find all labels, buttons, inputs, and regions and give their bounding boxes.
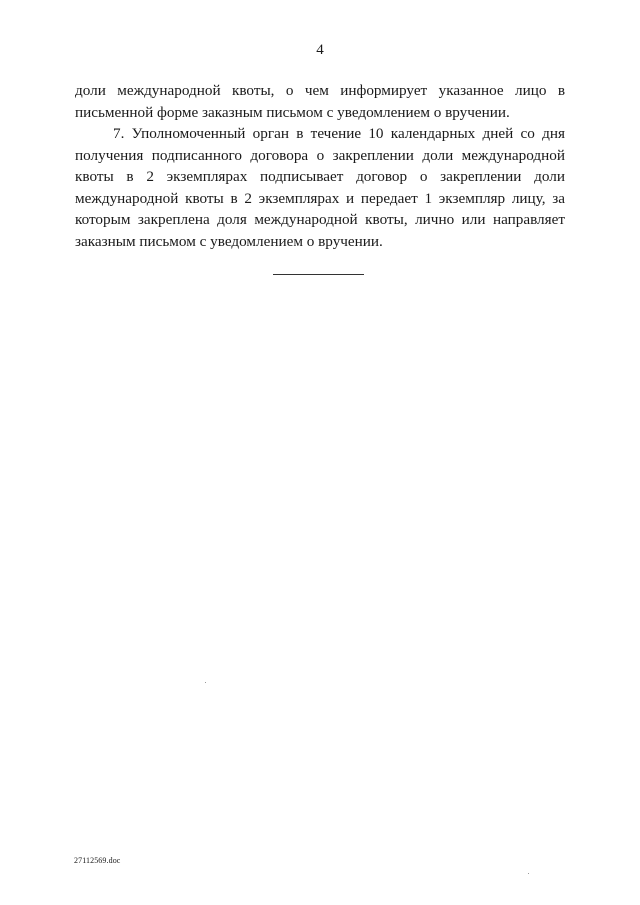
paragraph-continuation: доли международной квоты, о чем информирует указанное лицо в письменной форме заказным письмом с уведомлением о вручении.	[75, 82, 565, 121]
paragraph-item-7: 7. Уполномоченный орган в течение 10 календарных дней со дня получения подписанного договора о закреплении доли международной квоты в 2 экземплярах подписывает договор о закреплении доли международной квоты в 2 экземплярах и передает 1 экземпляр лицу, за которым закреплена доля международной квоты, лично или направляет заказным письмом с уведомлением о вручении.	[75, 125, 565, 250]
page-number: 4	[316, 42, 324, 58]
scan-speck	[528, 873, 529, 874]
end-of-text-rule	[273, 274, 364, 275]
footer-filename: 27112569.doc	[74, 856, 121, 865]
scan-speck	[205, 682, 206, 683]
document-body	[75, 80, 565, 252]
